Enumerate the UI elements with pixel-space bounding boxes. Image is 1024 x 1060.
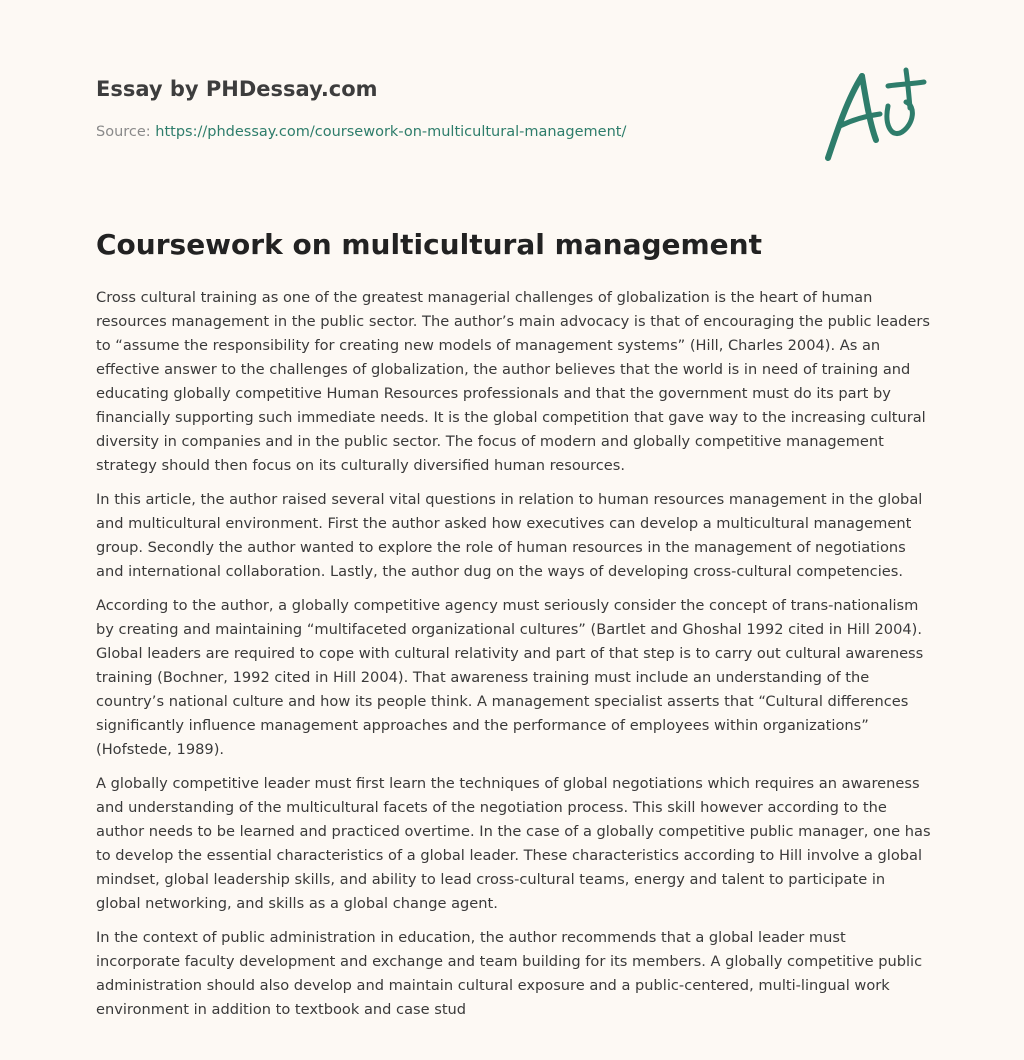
- article-paragraph: A globally competitive leader must first learn the techniques of global negotiations which requires an awareness and understanding of the multicultural facets of the negotiation process. This skill however according to the author needs to be learned and practiced overtime. In the case of a globally competitive public manager, one has to develop the essential characteristics of a global leader. These characteristics according to Hill involve a global mindset, global leadership skills, and ability to lead cross-cultural teams, energy and talent to participate in global networking, and skills as a global change agent.: [96, 775, 931, 912]
- article-paragraph: Cross cultural training as one of the greatest managerial challenges of globalization is the heart of human resources management in the public sector. The author’s main advocacy is that of encouraging the public leaders to “assume the responsibility for creating new models of management systems” (Hill, Charles 2004). As an effective answer to the challenges of globalization, the author believes that the world is in need of training and educating globally competitive Human Resources professionals and that the government must do its part by financially supporting such immediate needs. It is the global competition that gave way to the increasing cultural diversity in companies and in the public sector. The focus of modern and globally competitive management strategy should then focus on its culturally diversified human resources.: [96, 289, 931, 474]
- a-plus-grade-icon: [818, 66, 930, 166]
- article-title: Coursework on multicultural management: [96, 228, 762, 261]
- page-header: [96, 74, 796, 142]
- article-paragraph: According to the author, a globally competitive agency must seriously consider the concept of trans-nationalism by creating and maintaining “multifaceted organizational cultures” (Bartlet and Ghoshal 1992 cited in Hill 2004). Global leaders are required to cope with cultural relativity and part of that step is to carry out cultural awareness training (Bochner, 1992 cited in Hill 2004). That awareness training must include an understanding of the country’s national culture and how its people think. A management specialist asserts that “Cultural differences significantly influence management approaches and the performance of employees within organizations” (Hofstede, 1989).: [96, 597, 924, 758]
- source-label: Source:: [96, 124, 156, 140]
- article-paragraph: In this article, the author raised several vital questions in relation to human resources management in the global and multicultural environment. First the author asked how executives can develop a multicultural management group. Secondly the author wanted to explore the role of human resources in the management of negotiations and international collaboration. Lastly, the author dug on the ways of developing cross-cultural competencies.: [96, 491, 923, 580]
- article-paragraph: In the context of public administration in education, the author recommends that a global leader must incorporate faculty development and exchange and team building for its members. A globally competitive public administration should also develop and maintain cultural exposure and a public-centered, multi-lingual work environment in addition to textbook and case stud: [96, 929, 923, 1018]
- source-link[interactable]: https://phdessay.com/coursework-on-multicultural-management/: [155, 124, 627, 140]
- site-brand: Essay by PHDessay.com: [96, 77, 378, 101]
- source-line: [96, 122, 796, 142]
- article-body: [96, 286, 934, 1032]
